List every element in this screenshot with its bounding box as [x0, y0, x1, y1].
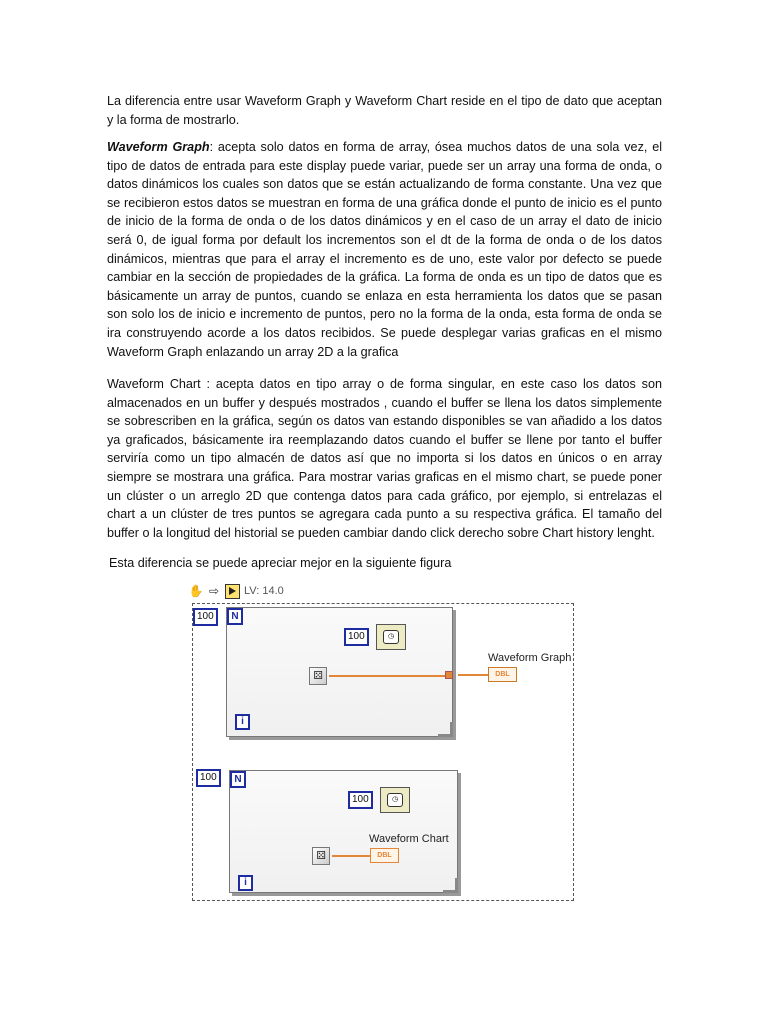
loop2-wire: [332, 855, 371, 857]
lv-version: LV: 14.0: [244, 585, 284, 597]
figure-intro: Esta diferencia se puede apreciar mejor en la siguiente figura: [109, 556, 452, 570]
loop2-count-constant[interactable]: 100: [196, 769, 221, 787]
loop2-wait-icon[interactable]: ◷: [380, 787, 410, 813]
waveform-graph-indicator[interactable]: DBL: [488, 667, 517, 682]
loop2-corner: [443, 878, 458, 893]
loop2-random-number-icon[interactable]: ⚄: [312, 847, 330, 865]
for-loop-chart[interactable]: [229, 770, 458, 893]
loop1-wire-out: [458, 674, 488, 676]
loop1-output-tunnel[interactable]: [445, 671, 453, 679]
loop1-count-constant[interactable]: 100: [193, 608, 218, 626]
run-icon[interactable]: [225, 584, 240, 599]
intro-paragraph: La diferencia entre usar Waveform Graph y Waveform Chart reside en el tipo de dato que aceptan y la forma de mostrarlo.: [107, 94, 662, 127]
hand-icon[interactable]: ✋: [188, 584, 204, 598]
loop1-wait-constant[interactable]: 100: [344, 628, 369, 646]
for-loop-graph[interactable]: [226, 607, 453, 737]
loop1-corner: [438, 722, 453, 737]
waveform-graph-paragraph: [107, 138, 662, 361]
loop1-i-terminal[interactable]: i: [235, 714, 250, 730]
waveform-graph-description: : acepta solo datos en forma de array, ósea muchos datos de una sola vez, el tipo de datos de entrada para este display puede variar, puede ser un array una forma de onda, o datos dinámicos los cuales son datos que se están actualizando de forma constante. Una vez que se recibieron estos datos se muestran en forma de una gráfica donde el punto de inicio es el punto de inicio de la forma de onda o de los datos dinámicos y en el caso de un array el dato de inicio será 0, de igual forma por default los incrementos son el dt de la forma de onda o de los datos dinámicos, mientras que para el array el incremento es de uno, este valor por defecto se puede cambiar en la sección de propiedades de la gráfica. La forma de onda es un tipo de datos que es básicamente un array de puntos, cuando se enlaza en esta herramienta los datos que se pasan son solo los de inicio e incremento de puntos, pero no la forma de la onda, esta forma de onda se ira construyendo acorde a los datos recibidos. Se puede desplegar varias graficas en el mismo Waveform Graph enlazando un array 2D a la grafica: [107, 140, 662, 359]
waveform-graph-label: Waveform Graph: [488, 652, 572, 664]
lv-toolbar: [189, 582, 284, 600]
loop1-n-terminal[interactable]: N: [227, 608, 243, 625]
waveform-chart-indicator[interactable]: DBL: [370, 848, 399, 863]
waveform-chart-paragraph: Waveform Chart : acepta datos en tipo array o de forma singular, en este caso los datos son almacenados en un buffer y después mostrados , cuando el buffer se llena los datos simplemente se sobrescriben en la gráfica, según os datos van estando disponibles se van añadido a los datos ya graficados, básicamente ira reemplazando datos cuando el buffer se llene por tanto el buffer serviría como un tipo almacén de datos así que no importa si los datos en únicos o en array siempre se mostrara una gráfica. Para mostrar varias graficas en el mismo chart, se puede poner un clúster o un arreglo 2D que contenga datos para cada gráfico, por ejemplo, si entrelazas el chart a un clúster de tres puntos se agregara cada punto a su respectiva gráfica. El tamaño del buffer o la longitud del historial se pueden cambiar dando click derecho sobre Chart history lenght.: [107, 377, 662, 540]
loop1-wire: [329, 675, 448, 677]
arrow-icon[interactable]: ⇨: [208, 584, 220, 598]
loop2-wait-constant[interactable]: 100: [348, 791, 373, 809]
labview-block-diagram: [185, 580, 585, 905]
loop2-n-terminal[interactable]: N: [230, 771, 246, 788]
waveform-chart-label: Waveform Chart: [369, 833, 449, 845]
waveform-graph-term: Waveform Graph: [107, 140, 210, 154]
loop1-wait-icon[interactable]: ◷: [376, 624, 406, 650]
loop1-random-number-icon[interactable]: ⚄: [309, 667, 327, 685]
loop2-i-terminal[interactable]: i: [238, 875, 253, 891]
